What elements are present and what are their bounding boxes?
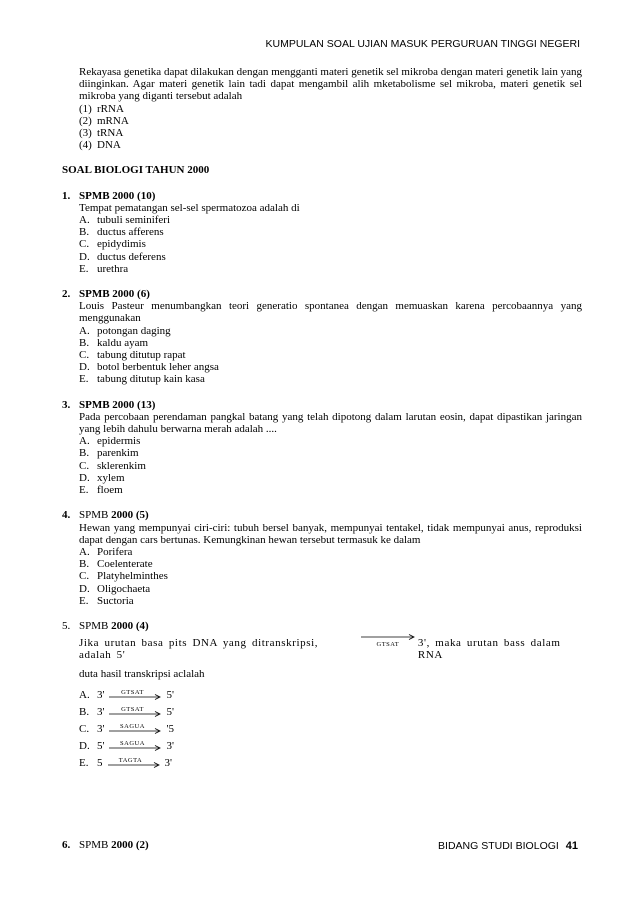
option-text: potongan daging	[97, 324, 171, 337]
page-header: KUMPULAN SOAL UJIAN MASUK PERGURUAN TINGGI NEGERI	[265, 38, 580, 50]
option-text: tRNA	[97, 127, 124, 140]
strand-start: 3'	[97, 688, 105, 701]
answer-option	[79, 460, 582, 472]
option-label: (3)	[79, 127, 92, 140]
option-label: E.	[79, 484, 89, 497]
question-source: SPMB 2000 (10)	[79, 189, 156, 202]
option-label: E.	[79, 373, 89, 386]
option-text: botol berbentuk leher angsa	[97, 361, 219, 374]
answer-option	[79, 349, 582, 361]
source-year: 2000 (4)	[111, 619, 149, 632]
intro-option	[79, 103, 582, 115]
page-number: 41	[565, 840, 578, 852]
option-label: A.	[79, 324, 90, 337]
option-text: ductus deferens	[97, 250, 166, 263]
question-4	[62, 509, 582, 607]
answer-option	[79, 337, 582, 349]
sequence-arrow	[359, 632, 414, 649]
question-3	[62, 399, 582, 497]
option-text: kaldu ayam	[97, 336, 149, 349]
option-text: Porifera	[97, 545, 133, 558]
sequence-arrow	[107, 686, 163, 701]
option-label: E.	[79, 756, 89, 769]
answer-option	[79, 251, 582, 263]
answer-option	[79, 735, 582, 752]
answer-option	[79, 435, 582, 447]
option-text: tubuli seminiferi	[97, 214, 171, 227]
option-label: C.	[79, 349, 90, 362]
sequence-label: GTSAT	[376, 641, 400, 649]
question-number: 1.	[62, 189, 71, 202]
question-number: 6.	[62, 838, 71, 851]
option-text: tabung ditutup rapat	[97, 349, 186, 362]
option-label: C.	[79, 570, 90, 583]
question-text: Pada percobaan perendaman pangkal batang yang telah dipotong dalam larutan eosin, dapat dipastikan jaringan yang lebih dahulu berwarna merah adalah ....	[79, 410, 582, 436]
sequence-label: TAGTA	[118, 756, 143, 764]
option-label: A.	[79, 214, 90, 227]
strand-end: 5'	[166, 705, 174, 718]
answer-option	[79, 701, 582, 718]
answer-option	[79, 325, 582, 337]
option-label: B.	[79, 226, 90, 239]
answer-option	[79, 263, 582, 275]
question-text: Tempat pematangan sel-sel spermatozoa adalah di	[79, 201, 300, 214]
page-content	[62, 66, 582, 851]
question-number: 2.	[62, 288, 71, 301]
source-year: 2000 (5)	[111, 509, 149, 522]
page-footer	[0, 840, 578, 852]
option-label: D.	[79, 250, 90, 263]
option-label: (1)	[79, 102, 92, 115]
answer-option	[79, 484, 582, 496]
option-label: A.	[79, 688, 90, 701]
option-label: (2)	[79, 114, 92, 127]
option-text: floem	[97, 484, 123, 497]
strand-end: 5'	[166, 688, 174, 701]
sequence-arrow	[107, 737, 163, 752]
question-text-after: 3', maka urutan bass dalam RNA	[417, 637, 561, 662]
option-text: ductus afferens	[97, 226, 164, 239]
strand-end: 3'	[166, 739, 174, 752]
option-label: B.	[79, 447, 90, 460]
section-title: SOAL BIOLOGI TAHUN 2000	[62, 164, 210, 177]
option-label: A.	[79, 545, 90, 558]
option-label: C.	[79, 459, 90, 472]
question-2	[62, 288, 582, 386]
option-text: Coelenterate	[97, 558, 153, 571]
source-prefix: SPMB	[79, 838, 109, 851]
question-source	[79, 620, 582, 632]
option-label: B.	[79, 336, 90, 349]
question-source	[79, 509, 582, 521]
answer-option	[79, 226, 582, 238]
option-text: epidydimis	[97, 238, 146, 251]
question-source: SPMB 2000 (13)	[79, 398, 156, 411]
option-label: B.	[79, 558, 90, 571]
question-text	[79, 632, 582, 661]
source-prefix: SPMB	[79, 509, 109, 522]
sequence-arrow	[106, 754, 162, 769]
option-text: DNA	[97, 139, 121, 152]
source-prefix: SPMB	[79, 619, 109, 632]
intro-question	[62, 66, 582, 151]
question-number: 4.	[62, 509, 71, 522]
option-label: E.	[79, 594, 89, 607]
option-text: Suctoria	[97, 594, 134, 607]
option-label: (4)	[79, 139, 92, 152]
answer-option	[79, 447, 582, 459]
option-label: D.	[79, 361, 90, 374]
answer-option	[79, 718, 582, 735]
option-text: parenkim	[97, 447, 139, 460]
answer-option	[79, 546, 582, 558]
intro-text: Rekayasa genetika dapat dilakukan dengan mengganti materi genetik sel mikroba dengan materi genetik lain yang diinginkan. Agar materi genetik lain tadi dapat mengambil alih mketabolisme sel mikroba, materi genetik sel mikroba yang diganti tersebut adalah	[79, 66, 582, 103]
sequence-label: SAGUA	[120, 722, 145, 730]
answer-option	[79, 238, 582, 250]
option-label: C.	[79, 722, 90, 735]
strand-end: 3'	[164, 756, 172, 769]
sequence-label: GTSAT	[121, 688, 144, 696]
option-label: E.	[79, 262, 89, 275]
question-1	[62, 190, 582, 275]
option-text: Oligochaeta	[97, 582, 151, 595]
question-text: Louis Pasteur menumbangkan teori generatio spontanea dengan memuaskan karena percobaannya yang menggunakan	[79, 300, 582, 325]
answer-option	[79, 583, 582, 595]
sequence-arrow	[107, 720, 163, 735]
option-text: tabung ditutup kain kasa	[97, 373, 205, 386]
option-text: mRNA	[97, 114, 129, 127]
answer-option	[79, 558, 582, 570]
option-text: xylem	[97, 471, 125, 484]
question-5	[62, 620, 582, 769]
answer-option	[79, 214, 582, 226]
answer-option	[79, 595, 582, 607]
strand-end: '5	[166, 722, 174, 735]
option-label: C.	[79, 238, 90, 251]
question-text-before: Jika urutan basa pits DNA yang ditranskripsi, adalah 5'	[79, 637, 319, 662]
option-label: D.	[79, 471, 90, 484]
option-label: B.	[79, 705, 90, 718]
question-source: SPMB 2000 (6)	[79, 288, 150, 301]
question-number: 3.	[62, 398, 71, 411]
answer-option	[79, 752, 582, 769]
option-text: rRNA	[97, 102, 124, 115]
source-year: 2000 (2)	[111, 838, 149, 851]
strand-start: 5	[97, 756, 103, 769]
intro-option	[79, 127, 582, 139]
answer-option	[79, 373, 582, 385]
answer-option	[79, 684, 582, 701]
option-label: A.	[79, 435, 90, 448]
option-label: D.	[79, 582, 90, 595]
sequence-arrow	[107, 703, 163, 718]
intro-option	[79, 139, 582, 151]
strand-start: 5'	[97, 739, 105, 752]
question-text-line2: duta hasil transkripsi aclalah	[79, 667, 205, 680]
option-label: D.	[79, 739, 90, 752]
question-number: 5.	[62, 619, 71, 632]
answer-option	[79, 472, 582, 484]
option-text: urethra	[97, 262, 129, 275]
option-text: epidermis	[97, 435, 141, 448]
question-text: Hewan yang mempunyai ciri-ciri: tubuh bersel banyak, mempunyai tentakel, tidak mempunyai anus, reproduksi dapat dengan cars bertunas. Kemungkinan hewan tersebut termasuk ke dalam	[79, 521, 582, 546]
strand-start: 3'	[97, 705, 105, 718]
option-text: Platyhelminthes	[97, 570, 168, 583]
sequence-label: GTSAT	[121, 705, 144, 713]
option-text: sklerenkim	[97, 459, 146, 472]
intro-option	[79, 115, 582, 127]
strand-start: 3'	[97, 722, 105, 735]
sequence-label: SAGUA	[120, 739, 145, 747]
answer-option	[79, 570, 582, 582]
answer-option	[79, 361, 582, 373]
footer-label: BIDANG STUDI BIOLOGI	[438, 840, 559, 852]
